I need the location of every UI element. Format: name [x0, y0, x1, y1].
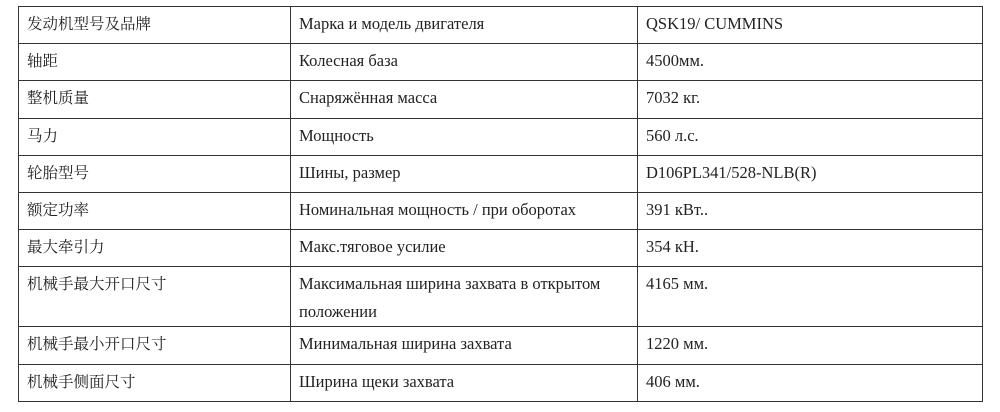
- row-label-ru: Мощность: [291, 118, 638, 155]
- row-label-zh: 机械手侧面尺寸: [19, 364, 291, 401]
- table-row: [19, 155, 983, 192]
- row-value: 7032 кг.: [638, 81, 983, 118]
- row-label-ru: Ширина щеки захвата: [291, 364, 638, 401]
- row-label-ru: Номинальная мощность / при оборотах: [291, 192, 638, 229]
- table-row: [19, 118, 983, 155]
- row-value: 560 л.с.: [638, 118, 983, 155]
- row-value: 354 кН.: [638, 230, 983, 267]
- row-label-zh: 额定功率: [19, 192, 291, 229]
- row-value: D106PL341/528-NLB(R): [638, 155, 983, 192]
- row-label-ru: Максимальная ширина захвата в открытом положении: [291, 267, 638, 327]
- table-row: [19, 192, 983, 229]
- row-label-zh: 整机质量: [19, 81, 291, 118]
- row-label-ru: Марка и модель двигателя: [291, 7, 638, 44]
- table-row: [19, 327, 983, 364]
- row-label-zh: 轴距: [19, 44, 291, 81]
- table-row: [19, 230, 983, 267]
- row-value: 1220 мм.: [638, 327, 983, 364]
- table-row: [19, 364, 983, 401]
- row-label-ru: Макс.тяговое усилие: [291, 230, 638, 267]
- row-value: 4500мм.: [638, 44, 983, 81]
- row-label-zh: 最大牵引力: [19, 230, 291, 267]
- row-value: 4165 мм.: [638, 267, 983, 327]
- spec-table: [18, 6, 983, 402]
- table-row: [19, 267, 983, 327]
- row-label-ru: Шины, размер: [291, 155, 638, 192]
- row-label-zh: 轮胎型号: [19, 155, 291, 192]
- table-row: [19, 7, 983, 44]
- table-row: [19, 81, 983, 118]
- row-label-ru: Минимальная ширина захвата: [291, 327, 638, 364]
- table-row: [19, 44, 983, 81]
- row-label-ru: Колесная база: [291, 44, 638, 81]
- row-label-zh: 机械手最小开口尺寸: [19, 327, 291, 364]
- row-value: 391 кВт..: [638, 192, 983, 229]
- row-label-zh: 发动机型号及品牌: [19, 7, 291, 44]
- row-value: 406 мм.: [638, 364, 983, 401]
- row-value: QSK19/ CUMMINS: [638, 7, 983, 44]
- row-label-zh: 马力: [19, 118, 291, 155]
- row-label-zh: 机械手最大开口尺寸: [19, 267, 291, 327]
- row-label-ru: Снаряжённая масса: [291, 81, 638, 118]
